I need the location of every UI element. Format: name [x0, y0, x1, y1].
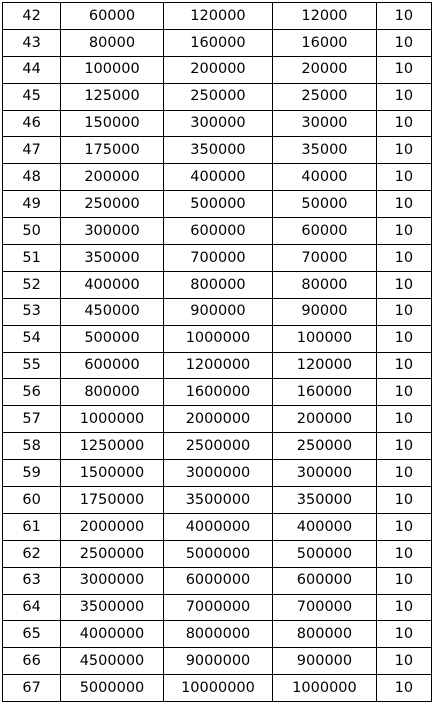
table-row — [3, 433, 432, 460]
col-d-cell: 12000 — [273, 3, 376, 30]
col-b-cell: 450000 — [61, 298, 163, 325]
col-c-cell: 500000 — [163, 191, 273, 218]
level-cell: 62 — [3, 540, 61, 567]
col-c-cell: 1000000 — [163, 325, 273, 352]
col-c-cell: 3500000 — [163, 487, 273, 514]
col-c-cell: 2000000 — [163, 406, 273, 433]
col-c-cell: 1600000 — [163, 379, 273, 406]
table-row — [3, 110, 432, 137]
col-e-cell: 10 — [376, 487, 431, 514]
col-d-cell: 700000 — [273, 594, 376, 621]
level-cell: 44 — [3, 56, 61, 83]
col-e-cell: 10 — [376, 433, 431, 460]
level-cell: 55 — [3, 352, 61, 379]
col-b-cell: 100000 — [61, 56, 163, 83]
col-d-cell: 500000 — [273, 540, 376, 567]
col-b-cell: 1750000 — [61, 487, 163, 514]
table-row — [3, 567, 432, 594]
col-b-cell: 400000 — [61, 271, 163, 298]
table-row — [3, 325, 432, 352]
col-e-cell: 10 — [376, 245, 431, 272]
level-cell: 66 — [3, 648, 61, 675]
level-cell: 67 — [3, 675, 61, 702]
col-b-cell: 1250000 — [61, 433, 163, 460]
level-cell: 56 — [3, 379, 61, 406]
table-row — [3, 298, 432, 325]
level-cell: 42 — [3, 3, 61, 30]
col-c-cell: 8000000 — [163, 621, 273, 648]
col-e-cell: 10 — [376, 271, 431, 298]
table-row — [3, 540, 432, 567]
col-c-cell: 250000 — [163, 83, 273, 110]
level-cell: 61 — [3, 513, 61, 540]
table-row — [3, 352, 432, 379]
table-row — [3, 406, 432, 433]
col-e-cell: 10 — [376, 110, 431, 137]
col-d-cell: 50000 — [273, 191, 376, 218]
table-row — [3, 56, 432, 83]
col-c-cell: 350000 — [163, 137, 273, 164]
col-b-cell: 175000 — [61, 137, 163, 164]
col-d-cell: 25000 — [273, 83, 376, 110]
col-b-cell: 60000 — [61, 3, 163, 30]
col-c-cell: 9000000 — [163, 648, 273, 675]
col-e-cell: 10 — [376, 594, 431, 621]
col-b-cell: 3000000 — [61, 567, 163, 594]
col-c-cell: 7000000 — [163, 594, 273, 621]
col-d-cell: 90000 — [273, 298, 376, 325]
table-row — [3, 379, 432, 406]
col-e-cell: 10 — [376, 325, 431, 352]
col-d-cell: 30000 — [273, 110, 376, 137]
col-c-cell: 600000 — [163, 218, 273, 245]
table-row — [3, 137, 432, 164]
level-cell: 65 — [3, 621, 61, 648]
col-b-cell: 3500000 — [61, 594, 163, 621]
col-c-cell: 5000000 — [163, 540, 273, 567]
col-e-cell: 10 — [376, 675, 431, 702]
col-d-cell: 800000 — [273, 621, 376, 648]
col-e-cell: 10 — [376, 298, 431, 325]
table-row — [3, 83, 432, 110]
col-c-cell: 3000000 — [163, 460, 273, 487]
col-b-cell: 80000 — [61, 29, 163, 56]
table-row — [3, 164, 432, 191]
col-b-cell: 2000000 — [61, 513, 163, 540]
data-table — [2, 2, 432, 702]
col-b-cell: 1000000 — [61, 406, 163, 433]
col-c-cell: 800000 — [163, 271, 273, 298]
level-cell: 58 — [3, 433, 61, 460]
table-row — [3, 487, 432, 514]
col-c-cell: 400000 — [163, 164, 273, 191]
col-b-cell: 200000 — [61, 164, 163, 191]
col-d-cell: 40000 — [273, 164, 376, 191]
col-c-cell: 160000 — [163, 29, 273, 56]
col-b-cell: 4500000 — [61, 648, 163, 675]
level-cell: 63 — [3, 567, 61, 594]
col-b-cell: 250000 — [61, 191, 163, 218]
col-d-cell: 1000000 — [273, 675, 376, 702]
col-c-cell: 200000 — [163, 56, 273, 83]
col-e-cell: 10 — [376, 621, 431, 648]
col-d-cell: 20000 — [273, 56, 376, 83]
col-b-cell: 300000 — [61, 218, 163, 245]
col-c-cell: 900000 — [163, 298, 273, 325]
col-d-cell: 200000 — [273, 406, 376, 433]
col-e-cell: 10 — [376, 3, 431, 30]
table-row — [3, 594, 432, 621]
col-e-cell: 10 — [376, 191, 431, 218]
col-b-cell: 1500000 — [61, 460, 163, 487]
level-cell: 45 — [3, 83, 61, 110]
col-e-cell: 10 — [376, 137, 431, 164]
col-b-cell: 500000 — [61, 325, 163, 352]
col-e-cell: 10 — [376, 406, 431, 433]
col-d-cell: 250000 — [273, 433, 376, 460]
col-c-cell: 1200000 — [163, 352, 273, 379]
col-d-cell: 16000 — [273, 29, 376, 56]
col-e-cell: 10 — [376, 379, 431, 406]
level-cell: 60 — [3, 487, 61, 514]
table-row — [3, 245, 432, 272]
col-e-cell: 10 — [376, 567, 431, 594]
table-row — [3, 29, 432, 56]
level-cell: 43 — [3, 29, 61, 56]
col-e-cell: 10 — [376, 83, 431, 110]
table-row — [3, 191, 432, 218]
level-cell: 64 — [3, 594, 61, 621]
col-c-cell: 6000000 — [163, 567, 273, 594]
col-d-cell: 80000 — [273, 271, 376, 298]
level-cell: 57 — [3, 406, 61, 433]
col-c-cell: 700000 — [163, 245, 273, 272]
level-cell: 49 — [3, 191, 61, 218]
level-cell: 48 — [3, 164, 61, 191]
col-e-cell: 10 — [376, 29, 431, 56]
col-e-cell: 10 — [376, 56, 431, 83]
table-row — [3, 3, 432, 30]
level-cell: 52 — [3, 271, 61, 298]
col-c-cell: 300000 — [163, 110, 273, 137]
col-e-cell: 10 — [376, 352, 431, 379]
table-row — [3, 675, 432, 702]
level-cell: 59 — [3, 460, 61, 487]
col-e-cell: 10 — [376, 540, 431, 567]
col-b-cell: 125000 — [61, 83, 163, 110]
table-row — [3, 513, 432, 540]
col-b-cell: 350000 — [61, 245, 163, 272]
col-d-cell: 350000 — [273, 487, 376, 514]
col-b-cell: 2500000 — [61, 540, 163, 567]
table-row — [3, 218, 432, 245]
col-b-cell: 800000 — [61, 379, 163, 406]
col-e-cell: 10 — [376, 164, 431, 191]
table-row — [3, 460, 432, 487]
level-cell: 53 — [3, 298, 61, 325]
col-d-cell: 400000 — [273, 513, 376, 540]
col-d-cell: 600000 — [273, 567, 376, 594]
col-d-cell: 100000 — [273, 325, 376, 352]
table-row — [3, 271, 432, 298]
level-cell: 51 — [3, 245, 61, 272]
col-d-cell: 300000 — [273, 460, 376, 487]
col-d-cell: 120000 — [273, 352, 376, 379]
col-d-cell: 900000 — [273, 648, 376, 675]
level-cell: 50 — [3, 218, 61, 245]
col-d-cell: 35000 — [273, 137, 376, 164]
col-c-cell: 10000000 — [163, 675, 273, 702]
col-e-cell: 10 — [376, 218, 431, 245]
col-d-cell: 160000 — [273, 379, 376, 406]
col-e-cell: 10 — [376, 648, 431, 675]
col-e-cell: 10 — [376, 460, 431, 487]
level-cell: 54 — [3, 325, 61, 352]
col-c-cell: 2500000 — [163, 433, 273, 460]
table-row — [3, 621, 432, 648]
col-c-cell: 120000 — [163, 3, 273, 30]
col-b-cell: 5000000 — [61, 675, 163, 702]
col-c-cell: 4000000 — [163, 513, 273, 540]
col-b-cell: 4000000 — [61, 621, 163, 648]
table-body — [3, 3, 432, 702]
level-cell: 47 — [3, 137, 61, 164]
col-e-cell: 10 — [376, 513, 431, 540]
col-b-cell: 600000 — [61, 352, 163, 379]
level-cell: 46 — [3, 110, 61, 137]
table-row — [3, 648, 432, 675]
col-b-cell: 150000 — [61, 110, 163, 137]
col-d-cell: 60000 — [273, 218, 376, 245]
col-d-cell: 70000 — [273, 245, 376, 272]
